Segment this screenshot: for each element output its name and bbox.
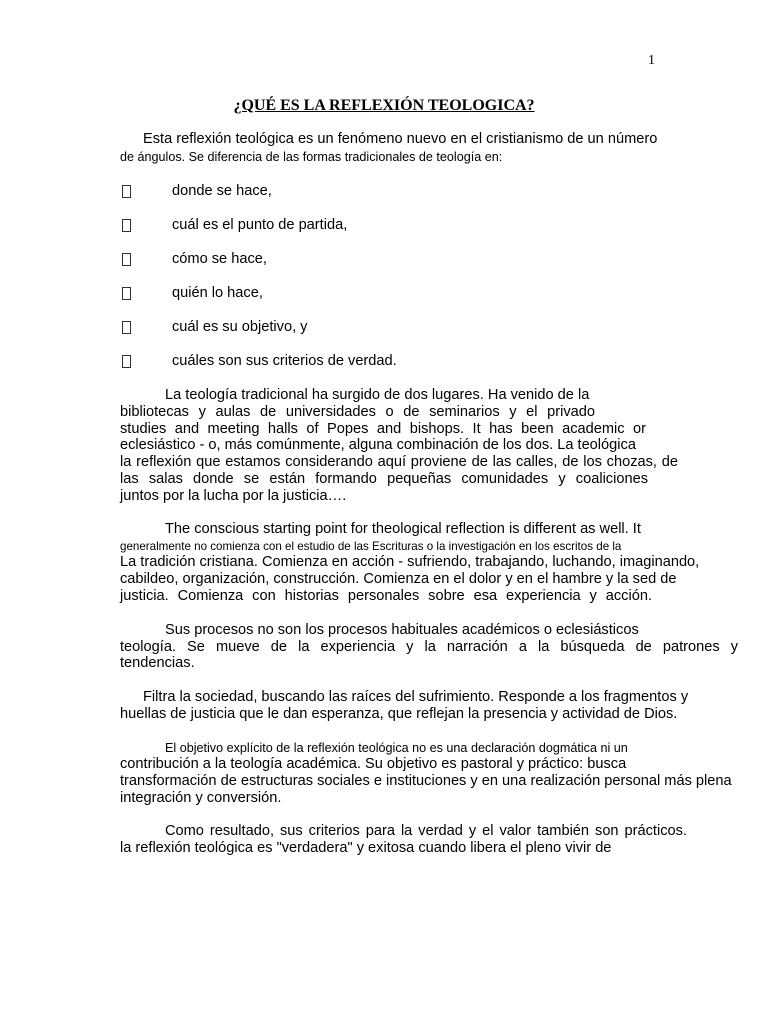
paragraph-line: La teología tradicional ha surgido de dos lugares. Ha venido de la: [165, 387, 590, 403]
paragraph-line: generalmente no comienza con el estudio de las Escrituras o la investigación en los escritos de la: [120, 540, 622, 553]
paragraph-line: la reflexión teológica es "verdadera" y exitosa cuando libera el pleno vivir de: [120, 840, 612, 856]
bullet-box-icon: [122, 355, 131, 368]
paragraph-line: la reflexión que estamos considerando aquí proviene de las calles, de los chozas, de: [120, 454, 678, 470]
paragraph-line: transformación de estructuras sociales e instituciones y en una realización personal más plena: [120, 773, 732, 789]
paragraph-line: Filtra la sociedad, buscando las raíces del sufrimiento. Responde a los fragmentos y: [143, 689, 689, 705]
paragraph-line: tendencias.: [120, 655, 195, 671]
bullet-text: donde se hace,: [172, 183, 272, 199]
paragraph-line: studies and meeting halls of Popes and bishops. It has been academic or: [120, 421, 646, 437]
paragraph-line: eclesiástico - o, más comúnmente, alguna combinación de los dos. La teológica: [120, 437, 636, 453]
paragraph-line: cabildeo, organización, construcción. Comienza en el dolor y en el hambre y la sed de: [120, 571, 677, 587]
intro-line: Esta reflexión teológica es un fenómeno nuevo en el cristianismo de un número: [143, 131, 658, 147]
bullet-box-icon: [122, 253, 131, 266]
paragraph-line: justicia. Comienza con historias personales sobre esa experiencia y acción.: [120, 588, 652, 604]
paragraph-line: teología. Se mueve de la experiencia y la narración a la búsqueda de patrones y: [120, 639, 738, 655]
paragraph-line: juntos por la lucha por la justicia….: [120, 488, 347, 504]
page-number: 1: [648, 53, 655, 68]
paragraph-line: La tradición cristiana. Comienza en acción - sufriendo, trabajando, luchando, imaginando,: [120, 554, 700, 570]
bullet-text: quién lo hace,: [172, 285, 263, 301]
bullet-box-icon: [122, 185, 131, 198]
bullet-text: cuál es el punto de partida,: [172, 217, 348, 233]
bullet-box-icon: [122, 287, 131, 300]
paragraph-line: bibliotecas y aulas de universidades o de seminarios y el privado: [120, 404, 595, 420]
intro-line: de ángulos. Se diferencia de las formas tradicionales de teología en:: [120, 150, 503, 164]
paragraph-line: contribución a la teología académica. Su objetivo es pastoral y práctico: busca: [120, 756, 627, 772]
paragraph-line: integración y conversión.: [120, 790, 282, 806]
paragraph-line: El objetivo explícito de la reflexión teológica no es una declaración dogmática ni un: [165, 741, 628, 755]
paragraph-line: las salas donde se están formando pequeñas comunidades y coaliciones: [120, 471, 648, 487]
bullet-box-icon: [122, 219, 131, 232]
paragraph-line: The conscious starting point for theological reflection is different as well. It: [165, 521, 641, 537]
bullet-text: cuáles son sus criterios de verdad.: [172, 353, 397, 369]
bullet-text: cuál es su objetivo, y: [172, 319, 308, 335]
bullet-text: cómo se hace,: [172, 251, 267, 267]
document-title: ¿QUÉ ES LA REFLEXIÓN TEOLOGICA?: [233, 97, 535, 114]
paragraph-line: huellas de justicia que le dan esperanza, que reflejan la presencia y actividad de Dios.: [120, 706, 678, 722]
paragraph-line: Sus procesos no son los procesos habituales académicos o eclesiásticos: [165, 622, 639, 638]
bullet-box-icon: [122, 321, 131, 334]
paragraph-line: Como resultado, sus criterios para la verdad y el valor también son prácticos.: [165, 823, 687, 839]
